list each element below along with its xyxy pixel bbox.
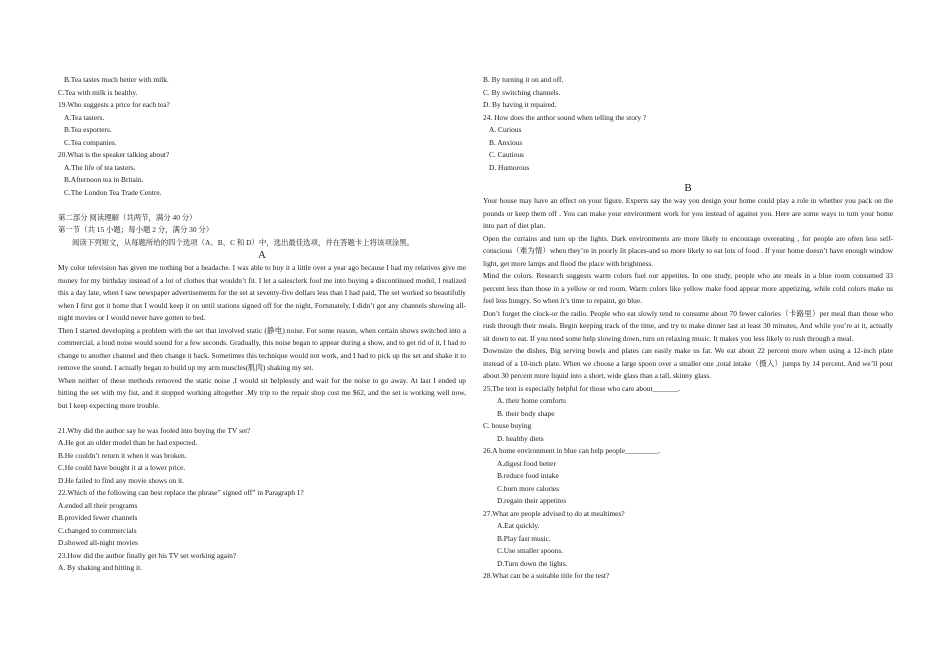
q21-question: 21.Why did the author say he was fooled into buying the TV set?: [58, 425, 251, 435]
q21-option-b: B.He couldn’t return it when it was broken.: [58, 450, 187, 460]
q26-question: 26.A home environment in blue can help people_________.: [483, 446, 661, 455]
q24-option-a: A. Curious: [489, 125, 522, 134]
q19-option-c: C.Tea companies.: [64, 137, 117, 147]
q23-question: 23.How did the author finally get his TV set working again?: [58, 550, 237, 560]
q20-question: 20.What is the speaker talking about?: [58, 150, 170, 159]
q24-question: 24. How does the anthor sound when telling the story ?: [483, 112, 647, 122]
right-column: [483, 74, 893, 583]
q25-option-d: D. healthy diets: [497, 433, 544, 443]
q27-option-b: B.Play fast music.: [497, 533, 551, 543]
q21-option-a: A.He got an older model than he had expected.: [58, 438, 198, 447]
section-instruction: 阅读下列短文，从每题所给的四个选项（A、B、C 和 D）中，选出最佳选项，并在答题卡上将该项涂黑。: [72, 237, 415, 247]
passage-b-heading: B: [684, 182, 692, 194]
passage-a-heading: A: [258, 249, 266, 261]
q27-question: 27.What are people advised to do at mealtimes?: [483, 508, 625, 518]
q23-option-a: A. By shaking and hitting it.: [58, 563, 142, 572]
q22-question: 22.Which of the following can best replace the phrase” signed off” in Paragraph 1?: [58, 488, 304, 497]
q27-option-c: C.Use smaller spoons.: [497, 546, 564, 555]
q18-option-b: B.Tea tastes much better with milk.: [64, 75, 169, 84]
q20-option-a: A.The life of tea tasters.: [64, 162, 136, 172]
q28-question: 28.What can be a suitable title for the test?: [483, 571, 610, 580]
passage-b-paragraph-5: Downsize the dishes, Big serving bowls and plates can easily make us fat. We eat about 22 percent more when using a 12-inch plate instead of a 10-inch plate. When we choose a large spoon over a smaller one ,total intake（摄入）jumps by 14 percent. And we’ll pour about 30 percent more liquid into a short, wide glass than a tall, skinny glass.: [483, 346, 893, 380]
q26-option-d: D.regain their appetites: [497, 496, 567, 505]
q24-option-c: C. Cautious: [489, 150, 524, 159]
passage-b-paragraph-2: Open the curtains and turn up the lights. Dark environments are more likely to encourage overeating , for people are often less self-conscious（难为情）when they’re in poorly lit places-and so more likely to eat lots of food . If your home doesn’t have enough window light, get more lamps and flood the place with brightness.: [483, 233, 893, 268]
passage-b-paragraph-1: Your house may have an effect on your figure. Experts say the way you design your home could play a role in whether you pack on the pounds or keep them off . You can make your environment work for you instead of against you. Here are some ways to turn your home into part of diet plan.: [483, 196, 893, 230]
q19-option-a: A.Tea tasters.: [64, 112, 105, 122]
section-subtitle: 第一节（共 15 小题；每小题 2 分，满分 30 分）: [58, 225, 214, 234]
q21-option-c: C.He could have bought it at a lower price.: [58, 463, 186, 472]
q19-question: 19.Who suggests a price for each tea?: [58, 100, 170, 109]
q18-option-c: C.Tea with milk is healthy.: [58, 87, 138, 97]
section-title: 第二部分 阅读理解（共两节，满分 40 分）: [58, 212, 197, 222]
q24-option-d: D. Humorous: [489, 162, 530, 172]
q23-option-b: B. By turning it on and off.: [483, 75, 564, 84]
q22-option-c: C.changed to commercials: [58, 525, 137, 535]
q22-option-d: D.showed all-night movies: [58, 538, 138, 547]
q22-option-b: B.provided fewer channels: [58, 513, 138, 522]
passage-a-paragraph-2: Then I started developing a problem with the set that involved static (静电) noise. For some reason, when certain shows switched into a commercial, a loud noise would sound for a few seconds. Gradually, this noise began to appear during a show, and to get rid of it, I had to change to another channel and then change it back. Sometimes this technique would not work, and I had to pick up the set and shake it to remove the sound. I actually began to build up my arm muscles(肌肉) shaking my set.: [58, 325, 466, 372]
q26-option-c: C.burn more calories: [497, 483, 560, 493]
q25-option-a: A. their home comforts: [497, 396, 566, 405]
left-column: [58, 74, 466, 575]
passage-b-paragraph-4: Don’t forget the clock-or the radio. People who eat slowly tend to consume about 70 fewer calories（卡路里）per meal than those who rush through their meals. Begin keeping track of the time, and try to make dinner last at least 30 minutes, And while you’re at it, actually sit down to eat. If you need some help slowing down, turn on relaxing music. It makes you less likely to rush through a meal.: [483, 308, 893, 343]
q25-option-c: C. house buying: [483, 421, 532, 430]
q24-option-b: B. Anxious: [489, 137, 523, 147]
q27-option-d: D.Turn down the lights.: [497, 558, 568, 568]
q26-option-a: A.digest food better: [497, 458, 556, 468]
passage-a-paragraph-3: When neither of these methods removed the static noise ,I would sit helplessly and wait for the noise to go away. At last I ended up hitting the set with my fist, and it stopped working altogether .My trip to the repair shop cost me $62, and the set is working well now, but I keep expecting more trouble.: [58, 375, 466, 410]
q23-option-d: D. By having it repaired.: [483, 100, 557, 109]
q20-option-b: B.Afternoon tea in Britain.: [64, 175, 144, 184]
passage-a-paragraph-1: My color television has given me nothing but a headache. I was able to buy it a little over a year ago because I had my relatives give me money for my birthday instead of a lot of clothes that wouldn’t fit. I let a salesclerk fool me into buying a discontinued model, I realized this a day late, when I saw newspaper advertisements for the set at seventy-five dollars less than I had paid, The set worked so beautifully when I first got it home that I would keep it on until stations signed off for the night, Fortunately, I didn’t got any channels showing all-night movies or I would never have gotten to bed.: [58, 263, 466, 322]
q26-option-b: B.reduce food intake: [497, 471, 559, 480]
q27-option-a: A.Eat quickly.: [497, 521, 540, 530]
q22-option-a: A.ended all their programs: [58, 500, 138, 510]
q20-option-c: C.The London Tea Trade Centre.: [64, 187, 162, 197]
q21-option-d: D.He failed to find any movie shows on it.: [58, 475, 185, 485]
q25-option-b: B. their body shape: [497, 408, 555, 418]
q19-option-b: B.Tea esporters.: [64, 125, 112, 134]
q23-option-c: C. By switching channels.: [483, 87, 561, 97]
q25-question: 25.The text is especially helpful for those who care about_______.: [483, 383, 681, 393]
passage-b-paragraph-3: Mind the colors. Research suggests warm colors fuel our appetites. In one study, people who ate meals in a blue room consumed 33 percent less than those in a yellow or red room. Warm colors like yellow make food appear more appetizing, while cold colors make us feel less hungry. So when it’s time to repaint, go blue.: [483, 271, 893, 305]
